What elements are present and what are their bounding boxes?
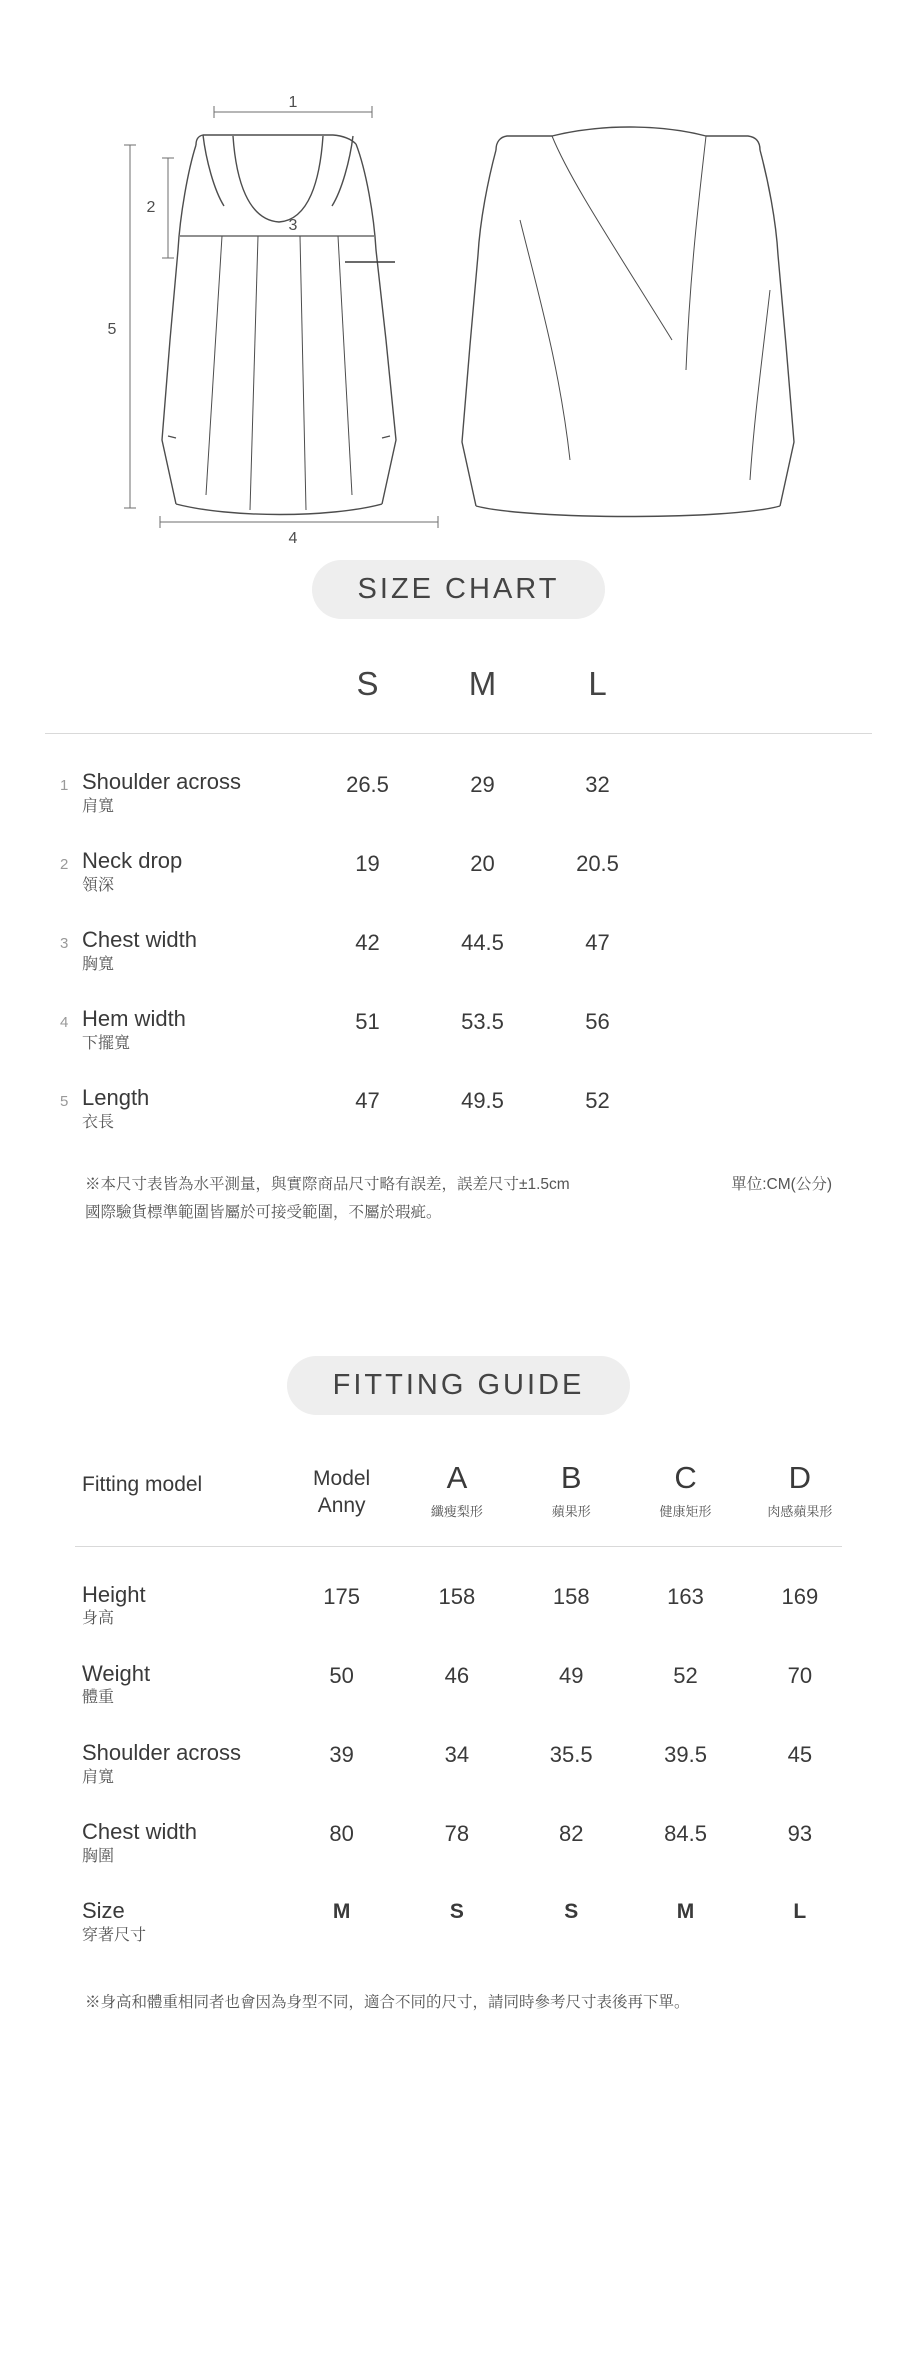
body-type-letter-d: D [788, 1459, 812, 1495]
fitting-guide-footnote: ※身高和體重相同者也會因為身型不同，適合不同的尺寸，請同時參考尺寸表後再下單。 [85, 1994, 690, 2012]
table-row [0, 1818, 917, 1867]
body-type-letter-b: B [560, 1459, 582, 1495]
callout-4: 4 [288, 530, 298, 547]
row-value-a: 34 [444, 1742, 470, 1767]
row-label-en: Length [82, 1085, 150, 1111]
row-value-c: 52 [673, 1662, 698, 1688]
row-value-b: 35.5 [549, 1742, 593, 1767]
row-label-zh: 體重 [82, 1689, 115, 1707]
row-label-zh: 肩寬 [82, 797, 115, 815]
row-value-model: 175 [323, 1583, 360, 1609]
model-name-line1: Model [313, 1466, 371, 1490]
row-value-m: 49.5 [461, 1088, 504, 1114]
row-label-zh: 衣長 [82, 1113, 115, 1131]
fitting-guide-header [0, 1461, 917, 1520]
table-row [0, 926, 917, 975]
row-label [60, 1739, 284, 1788]
row-value-model: 39 [329, 1742, 354, 1767]
size-chart-unit: 單位:CM(公分) [731, 1176, 832, 1194]
body-type-column-a [400, 1461, 514, 1520]
body-type-letter-a: A [446, 1459, 468, 1495]
row-value-model: 80 [329, 1821, 354, 1847]
table-row [0, 1897, 917, 1946]
row-value-s: 26.5 [346, 772, 389, 797]
fitting-guide-heading-row [0, 1356, 917, 1415]
row-label-en: Shoulder across [82, 1740, 241, 1765]
callout-5: 5 [107, 321, 117, 338]
callout-3: 3 [288, 217, 298, 234]
row-number: 4 [60, 1014, 69, 1032]
fitting-guide-rows [0, 1581, 917, 1946]
row-label-en: Shoulder across [82, 769, 241, 794]
callout-2: 2 [146, 199, 156, 216]
row-value-model: M [332, 1900, 351, 1924]
body-type-column-c [628, 1461, 742, 1520]
row-value-m: 29 [470, 772, 495, 797]
row-value-s: 47 [355, 1088, 380, 1114]
row-value-model: 50 [329, 1662, 354, 1688]
row-label [82, 926, 310, 975]
row-value-d: L [793, 1900, 807, 1924]
row-value-l: 52 [585, 1088, 610, 1114]
row-label [60, 1660, 284, 1709]
size-column-l: L [588, 665, 607, 702]
row-label [60, 1897, 284, 1946]
row-number: 3 [60, 935, 69, 953]
size-chart-rows [0, 768, 917, 1133]
body-type-column-d [743, 1461, 857, 1520]
callout-1: 1 [288, 94, 298, 111]
garment-technical-drawing [0, 40, 917, 547]
size-chart-note-line1: ※本尺寸表皆為水平測量，與實際商品尺寸略有誤差，誤差尺寸±1.5cm [85, 1176, 570, 1194]
size-chart-note-line2: 國際驗貨標準範圍皆屬於可接受範圍，不屬於瑕疵。 [85, 1203, 442, 1221]
row-value-l: 47 [585, 930, 610, 956]
row-value-c: M [676, 1900, 695, 1924]
size-column-s: S [356, 665, 379, 702]
row-number: 2 [60, 856, 69, 874]
row-value-d: 169 [781, 1583, 819, 1609]
row-value-l: 56 [585, 1009, 610, 1035]
model-name-line2: Anny [317, 1494, 366, 1518]
row-number: 5 [60, 1093, 69, 1111]
row-value-s: 19 [355, 851, 380, 877]
body-type-sub-d: 肉感蘋果形 [767, 1503, 833, 1519]
row-label-zh: 胸圍 [82, 1847, 115, 1865]
body-type-column-b [514, 1461, 628, 1520]
row-value-l: 20.5 [576, 851, 619, 877]
table-row [0, 1581, 917, 1630]
row-value-b: 49 [558, 1662, 584, 1688]
row-number: 1 [60, 777, 69, 794]
row-label-en: Chest width [82, 1819, 197, 1845]
row-label-zh: 穿著尺寸 [82, 1926, 147, 1944]
size-chart-note [85, 1171, 832, 1225]
row-label-en: Size [82, 1898, 125, 1924]
row-value-a: 78 [444, 1821, 470, 1847]
table-row [0, 847, 917, 896]
row-value-m: 20 [470, 851, 495, 877]
row-label [82, 768, 310, 817]
row-value-s: 42 [355, 930, 380, 956]
row-value-b: 158 [552, 1583, 590, 1609]
size-column-m: M [468, 665, 497, 702]
fitting-model-label: Fitting model [82, 1472, 203, 1496]
row-value-l: 32 [585, 772, 610, 797]
row-value-a: S [449, 1900, 464, 1924]
table-row [0, 1084, 917, 1133]
row-value-d: 93 [787, 1821, 813, 1847]
row-label-en: Hem width [82, 1006, 186, 1032]
row-label-zh: 領深 [82, 876, 115, 894]
row-value-a: 158 [438, 1583, 476, 1609]
row-label-en: Height [82, 1581, 146, 1607]
row-value-b: S [564, 1900, 579, 1924]
row-value-d: 70 [787, 1662, 813, 1688]
row-label [60, 1581, 284, 1630]
row-label-zh: 胸寬 [82, 955, 115, 973]
row-label-en: Neck drop [82, 848, 183, 874]
row-label-en: Weight [82, 1660, 151, 1686]
row-value-b: 82 [558, 1821, 584, 1847]
row-value-d: 45 [787, 1742, 813, 1767]
fitting-guide-title: FITTING GUIDE [287, 1356, 631, 1415]
row-label [82, 847, 310, 896]
row-label-zh: 下擺寬 [82, 1034, 131, 1052]
row-label [82, 1005, 310, 1054]
row-value-m: 44.5 [461, 930, 504, 956]
row-label-zh: 身高 [82, 1610, 115, 1628]
table-row [0, 1739, 917, 1788]
row-value-s: 51 [355, 1009, 380, 1035]
size-chart-title: SIZE CHART [312, 560, 606, 619]
row-label [82, 1084, 310, 1133]
row-label-zh: 肩寬 [82, 1768, 115, 1786]
size-chart-header [0, 665, 917, 703]
table-row [0, 1660, 917, 1709]
row-value-c: 163 [667, 1583, 704, 1609]
table-row [0, 1005, 917, 1054]
row-label [60, 1818, 284, 1867]
size-chart-heading-row [0, 560, 917, 619]
body-type-sub-c: 健康矩形 [659, 1503, 712, 1519]
row-value-c: 84.5 [664, 1821, 707, 1847]
body-type-letter-c: C [674, 1459, 697, 1495]
size-chart-header-spacer [60, 665, 310, 703]
body-type-sub-b: 蘋果形 [551, 1503, 591, 1519]
body-type-sub-a: 纖瘦梨形 [430, 1503, 483, 1519]
model-name [284, 1461, 400, 1520]
row-value-c: 39.5 [664, 1742, 707, 1767]
size-chart-divider [45, 733, 872, 734]
garment-diagram-svg [0, 40, 917, 547]
fitting-guide-divider [75, 1546, 842, 1547]
row-value-m: 53.5 [461, 1009, 504, 1035]
row-value-a: 46 [444, 1662, 470, 1688]
row-label-en: Chest width [82, 927, 197, 953]
table-row [0, 768, 917, 817]
